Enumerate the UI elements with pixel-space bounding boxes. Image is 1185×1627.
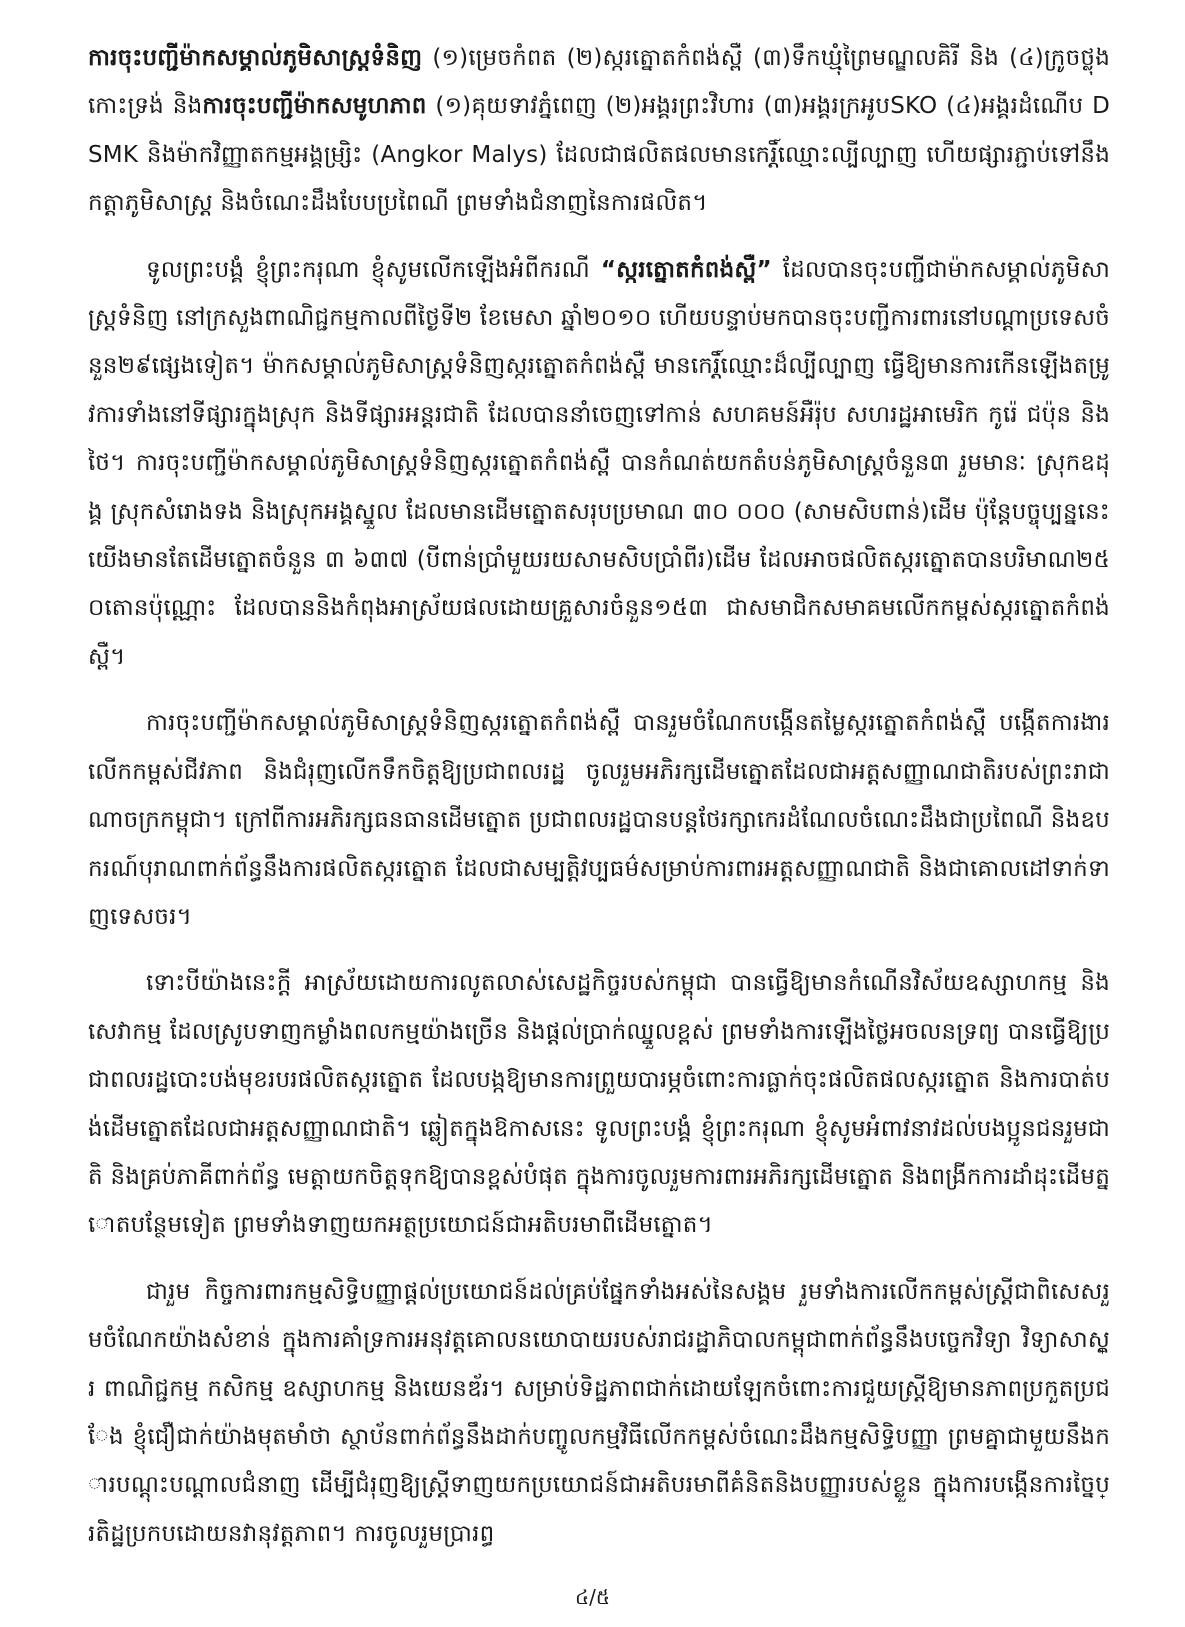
paragraph	[88, 34, 1110, 228]
page-number: ៤/៥	[574, 1585, 611, 1609]
body-text: ទោះបីយ៉ាងនេះក្តី អាស្រ័យដោយការលូតលាស់សេដ្ឋកិច្ចរបស់កម្ពុជា បានធ្វើឱ្យមានកំណើនវិស័យឧស្សាហកម្ម និងសេវាកម្ម ដែលស្រូបទាញកម្លាំងពលកម្មយ៉ាងច្រើន និងផ្តល់ប្រាក់ឈ្នួលខ្ពស់ ព្រមទាំងការឡើងថ្លៃអចលនទ្រព្យ បានធ្វើឱ្យប្រជាពលរដ្ឋបោះបង់មុខរបរផលិតស្ករត្នោត ដែលបង្កឱ្យមានការព្រួយបារម្ភចំពោះការធ្លាក់ចុះផលិតផលស្ករត្នោត និងការបាត់បង់ដើមត្នោតដែលជាអត្តសញ្ញាណជាតិ។ ឆ្លៀតក្នុងឱកាសនេះ ទូលព្រះបង្គំ ខ្ញុំព្រះករុណា ខ្ញុំសូមអំពាវនាវដល់បងប្អូនជនរួមជាតិ និងគ្រប់ភាគីពាក់ព័ន្ធ មេត្តាយកចិត្តទុកឱ្យបានខ្ពស់បំផុត ក្នុងការចូលរួមការពារអភិរក្សដើមត្នោត និងពង្រីកការដាំដុះដើមត្នោតបន្ថែមទៀត ព្រមទាំងទាញយកអត្ថប្រយោជន៍ជាអតិបរមាពីដើមត្នោត។	[88, 970, 1110, 1239]
body-text: (១)ម្រេចកំពត (២)ស្ករត្នោតកំពង់ស្ពឺ (៣)ទឹកឃ្មុំព្រៃមណ្ឌលគិរី និង (៤)ក្រូចថ្លុងកោះទ្រង់ និង	[88, 45, 1110, 120]
body-text: ការចុះបញ្ជីម៉ាកសម្គាល់ភូមិសាស្ត្រទំនិញស្ករត្នោតកំពង់ស្ពឺ បានរួមចំណែកបង្កើនតម្លៃស្ករត្នោតកំពង់ស្ពឺ បង្កើតការងារ លើកកម្ពស់ជីវភាព និងជំរុញលើកទឹកចិត្តឱ្យប្រជាពលរដ្ឋ ចូលរួមអភិរក្សដើមត្នោតដែលជាអត្តសញ្ញាណជាតិរបស់ព្រះរាជាណាចក្រកម្ពុជា។ ក្រៅពីការអភិរក្សធនធានដើមត្នោត ប្រជាពលរដ្ឋបានបន្តថែរក្សាកេរដំណែលចំណេះដឹងជាប្រពៃណី និងឧបករណ៍បុរាណពាក់ព័ន្ធនឹងការផលិតស្ករត្នោត ដែលជាសម្បត្តិវប្បធម៌សម្រាប់ការពារអត្តសញ្ញាណជាតិ និងជាគោលដៅទាក់ទាញទេសចរ។	[88, 710, 1110, 930]
body-text: ទូលព្រះបង្គំ ខ្ញុំព្រះករុណា ខ្ញុំសូមលើកឡើងអំពីករណី	[146, 256, 601, 283]
bold-text: ការចុះបញ្ជីម៉ាកសមូហភាព	[202, 93, 427, 120]
document-body	[88, 34, 1110, 1576]
body-text: ដែលបានចុះបញ្ជីជាម៉ាកសម្គាល់ភូមិសាស្ត្រទំនិញ នៅក្រសួងពាណិជ្ជកម្មកាលពីថ្ងៃទី២ ខែមេសា ឆ្នាំ២០១០ ហើយបន្ទាប់មកបានចុះបញ្ជីការពារនៅបណ្តាប្រទេសចំនួន២៩ផ្សេងទៀត។ ម៉ាកសម្គាល់ភូមិសាស្ត្រទំនិញស្ករត្នោតកំពង់ស្ពឺ មានកេរ្តិ៍ឈ្មោះដ៏ល្បីល្បាញ ធ្វើឱ្យមានការកើនឡើងតម្រូវការទាំងនៅទីផ្សារក្នុងស្រុក និងទីផ្សារអន្តរជាតិ ដែលបាននាំចេញទៅកាន់ សហគមន៍អឺរ៉ុប សហរដ្ឋអាមេរិក កូរ៉េ ជប៉ុន និងថៃ។ ការចុះបញ្ជីម៉ាកសម្គាល់ភូមិសាស្ត្រទំនិញស្ករត្នោតកំពង់ស្ពឺ បានកំណត់យកតំបន់ភូមិសាស្ត្រចំនួន៣ រួមមានៈ ស្រុកឧដុង្គ ស្រុកសំរោងទង និងស្រុកអង្គស្នួល ដែលមានដើមត្នោតសរុបប្រមាណ ៣០ ០០០ (សាមសិបពាន់)ដើម ប៉ុន្តែបច្ចុប្បន្ននេះ យើងមានតែដើមត្នោតចំនួន ៣ ៦៣៧ (បីពាន់ប្រាំមួយរយសាមសិបប្រាំពីរ)ដើម ដែលអាចផលិតស្ករត្នោតបានបរិមាណ២៥០តោនប៉ុណ្ណោះ ដែលបាននិងកំពុងអាស្រ័យផលដោយគ្រួសារចំនួន១៥៣ ជាសមាជិកសមាគមលើកកម្ពស់ស្ករត្នោតកំពង់ស្ពឺ។	[88, 256, 1110, 670]
paragraph	[88, 246, 1110, 682]
body-text: ជារួម កិច្ចការពារកម្មសិទ្ធិបញ្ញាផ្តល់ប្រយោជន៍ដល់គ្រប់ផ្នែកទាំងអស់នៃសង្គម រួមទាំងការលើកកម្ពស់ស្ត្រីជាពិសេសរួមចំណែកយ៉ាងសំខាន់ ក្នុងការគាំទ្រការអនុវត្តគោលនយោបាយរបស់រាជរដ្ឋាភិបាលកម្ពុជាពាក់ព័ន្ធនឹងបច្ចេកវិទ្យា វិទ្យាសាស្ត្រ ពាណិជ្ជកម្ម កសិកម្ម ឧស្សាហកម្ម និងយេនឌ័រ។ សម្រាប់ទិដ្ឋភាពជាក់ដោយឡែកចំពោះការជួយស្ត្រីឱ្យមានភាពប្រកួតប្រជែង ខ្ញុំជឿជាក់យ៉ាងមុតមាំថា ស្ថាប័នពាក់ព័ន្ធនឹងដាក់បញ្ចូលកម្មវិធីលើកកម្ពស់ចំណេះដឹងកម្មសិទ្ធិបញ្ញា ព្រមគ្នាជាមួយនឹងការបណ្តុះបណ្តាលជំនាញ ដើម្បីជំរុញឱ្យស្ត្រីទាញយកប្រយោជន៍ជាអតិបរមាពីគំនិតនិងបញ្ញារបស់ខ្លួន ក្នុងការបង្កើនការច្នៃប្រតិដ្ឋប្រកបដោយនវានុវត្តភាព។ ការចូលរួមប្រារព្ធ	[88, 1278, 1110, 1547]
bold-text: “ស្ករត្នោតកំពង់ស្ពឺ”	[600, 256, 772, 283]
body-text: (១)គុយទាវភ្នំពេញ (២)អង្គរព្រះវិហារ (៣)អង្គរក្រអូបSKO (៤)អង្គរដំណើប DSMK និងម៉ាកវិញ្ញាតកម្មអង្គម្ស្រិះ (Angkor Malys) ដែលជាផលិតផលមានកេរ្តិ៍ឈ្មោះល្បីល្បាញ ហើយផ្សារភ្ជាប់ទៅនឹងកត្តាភូមិសាស្ត្រ និងចំណេះដឹងបែបប្រពៃណី ព្រមទាំងជំនាញនៃការផលិត។	[88, 93, 1110, 217]
paragraph	[88, 1268, 1110, 1558]
paragraph	[88, 699, 1110, 941]
bold-text: ការចុះបញ្ជីម៉ាកសម្គាល់ភូមិសាស្ត្រទំនិញ	[88, 45, 423, 71]
paragraph	[88, 959, 1110, 1249]
